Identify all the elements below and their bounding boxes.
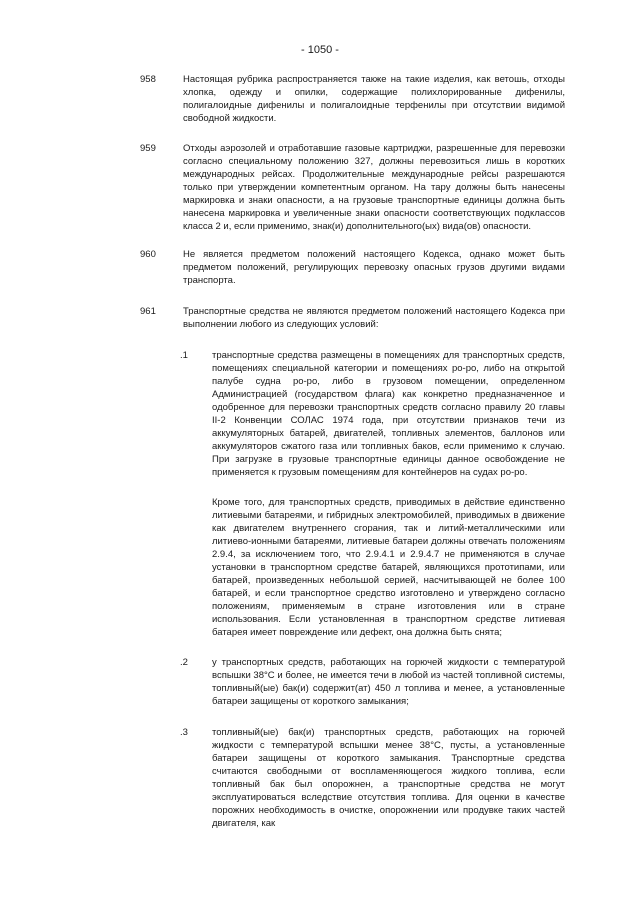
subitem-number: .3	[180, 727, 188, 738]
subitem-text: транспортные средства размещены в помещениях для транспортных средств, помещениях специальной категории и помещениях ро-ро, либо на открытой палубе судна ро-ро, либо в грузовом помещении, определенном Администрацией (государством флага) как конкретно предназначенное и одобренное для перевозки транспортных средств согласно правилу 20 главы II-2 Конвенции СОЛАС 1974 года, при отсутствии признаков течи из аккумуляторных батарей, двигателей, топливных элементов, баллонов или аккумуляторов сжатого газа или топливных баков, если применимо к случаю. При загрузке в грузовые транспортные единицы данное освобождение не применяется к грузовым помещениям для контейнеров на судах ро-ро.	[212, 350, 565, 478]
entry-number: 959	[140, 143, 156, 154]
subitem-number: .1	[180, 350, 188, 361]
entry-text: Не является предметом положений настоящего Кодекса, однако может быть предметом положений, регулирующих перевозку опасных грузов другими видами транспорта.	[183, 249, 565, 286]
entry-text: Настоящая рубрика распространяется также на такие изделия, как ветошь, отходы хлопка, одежду и опилки, содержащие полихлорированные дифенилы, полигалоидные дифенилы и полигалоидные терфенилы при отсутствии видимой свободной жидкости.	[183, 74, 565, 124]
entry-text: Транспортные средства не являются предметом положений настоящего Кодекса при выполнении любого из следующих условий:	[183, 306, 565, 330]
page-number: - 1050 -	[301, 44, 339, 56]
subitem-text-continued: Кроме того, для транспортных средств, приводимых в действие единственно литиевыми батареями, и гибридных электромобилей, приводимых в движение как двигателем внутреннего сгорания, так и литий-металлическими или литиево-ионными батареями, литиевые батареи должны отвечать положениям 2.9.4, за исключением того, что 2.9.4.1 и 2.9.4.7 не применяются в случае установки в транспортном средстве батарей, являющихся прототипами, или батарей, произведенных небольшой серией, насчитывающей не более 100 батарей, и если транспортное средство изготовлено и утверждено согласно положениям, применяемым в стране изготовления или в стране использования. Если установленная в транспортном средстве литиевая батарея имеет повреждение или дефект, она должна быть снята;	[212, 497, 565, 638]
subitem-number: .2	[180, 657, 188, 668]
entry-number: 958	[140, 74, 156, 85]
entry-text: Отходы аэрозолей и отработавшие газовые картриджи, разрешенные для перевозки согласно специальному положению 327, должны перевозиться лишь в коротких международных рейсах. Продолжительные международные рейсы разрешаются только при утверждении компетентным органом. На тару должны быть нанесены маркировка и знаки опасности, а на грузовые транспортные единицы должна быть нанесена маркировка и увеличенные знаки опасности соответствующих подклассов класса 2 и, если применимо, знак(и) дополнительного(ых) вида(ов) опасности.	[183, 143, 565, 232]
entry-number: 961	[140, 306, 156, 317]
subitem-text: топливный(ые) бак(и) транспортных средств, работающих на горючей жидкости с температурой вспышки менее 38°C, пусты, а установленные батареи защищены от короткого замыкания. Транспортные средства считаются свободными от воспламеняющегося жидкого топлива, если топливный бак был опорожнен, а транспортные средства не могут эксплуатироваться вследствие отсутствия топлива. Для оценки в качестве порожних необходимость в очистке, опорожнении или продувке таких частей двигателя, как	[212, 727, 565, 829]
entry-number: 960	[140, 249, 156, 260]
subitem-text: у транспортных средств, работающих на горючей жидкости с температурой вспышки 38°C и более, не имеется течи в любой из частей топливной системы, топливный(ые) бак(и) содержит(ат) 450 л топлива и менее, а установленные батареи защищены от короткого замыкания;	[212, 657, 565, 707]
